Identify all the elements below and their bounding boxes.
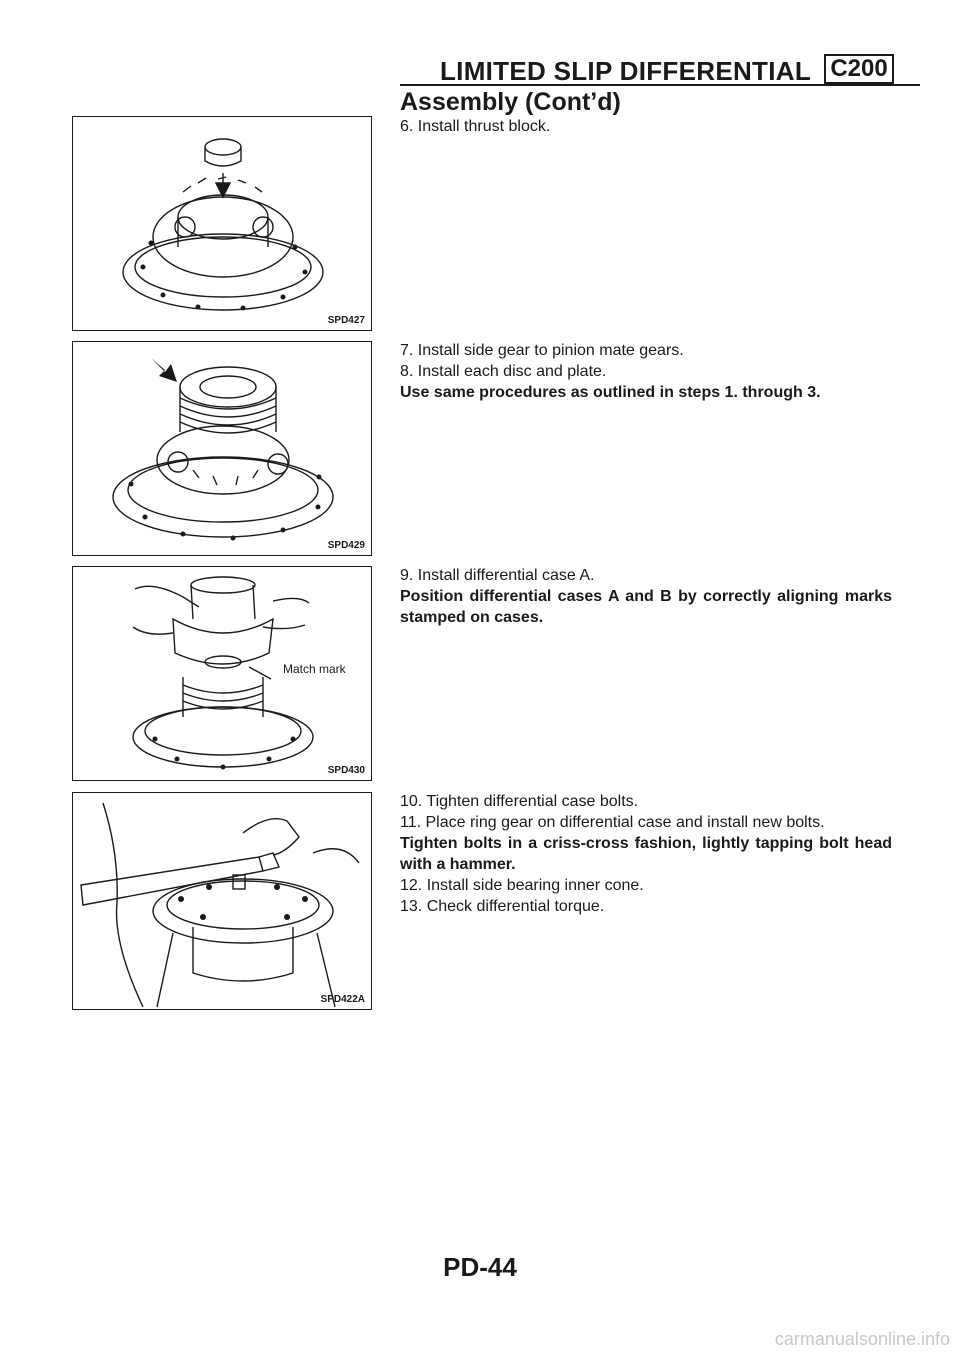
step-block-10-13 bbox=[400, 791, 892, 917]
step-block-9 bbox=[400, 565, 892, 628]
step-13: 13. Check differential torque. bbox=[400, 898, 605, 915]
step-6: 6. Install thrust block. bbox=[400, 118, 551, 135]
step-10: 10. Tighten differential case bolts. bbox=[400, 793, 639, 810]
step-9: 9. Install differential case A. bbox=[400, 567, 595, 584]
step-block-7-8 bbox=[400, 340, 892, 403]
step-8-note: Use same procedures as outlined in steps 1. through 3. bbox=[400, 384, 821, 401]
step-8: 8. Install each disc and plate. bbox=[400, 363, 607, 380]
figure-side-gear bbox=[72, 341, 372, 556]
step-block-6 bbox=[400, 116, 892, 137]
figure-label: SPD422A bbox=[320, 994, 365, 1005]
model-code-badge: C200 bbox=[824, 54, 894, 84]
figure-label: SPD429 bbox=[327, 540, 365, 551]
figure-differential-case bbox=[72, 566, 372, 781]
differential-case-illustration bbox=[73, 567, 371, 780]
step-7: 7. Install side gear to pinion mate gears. bbox=[400, 342, 684, 359]
figure-label: SPD430 bbox=[327, 765, 365, 776]
watermark: carmanualsonline.info bbox=[774, 1329, 950, 1349]
header-divider bbox=[400, 84, 920, 86]
step-11: 11. Place ring gear on differential case and install new bolts. bbox=[400, 814, 825, 831]
figure-label: SPD427 bbox=[327, 315, 365, 326]
side-gear-illustration bbox=[73, 342, 371, 555]
step-9-note: Position differential cases A and B by correctly aligning marks stamped on cases. bbox=[400, 588, 892, 626]
step-12: 12. Install side bearing inner cone. bbox=[400, 877, 644, 894]
page-number: PD-44 bbox=[443, 1252, 517, 1282]
figure-ring-gear-bolts bbox=[72, 792, 372, 1010]
figure-thrust-block bbox=[72, 116, 372, 331]
match-mark-callout: Match mark bbox=[283, 662, 346, 676]
section-title: LIMITED SLIP DIFFERENTIAL bbox=[440, 56, 812, 86]
ring-gear-bolts-illustration bbox=[73, 793, 371, 1009]
section-subtitle: Assembly (Cont’d) bbox=[400, 88, 621, 116]
thrust-block-illustration bbox=[73, 117, 371, 330]
step-11-note: Tighten bolts in a criss-cross fashion, lightly tapping bolt head with a hammer. bbox=[400, 835, 892, 873]
